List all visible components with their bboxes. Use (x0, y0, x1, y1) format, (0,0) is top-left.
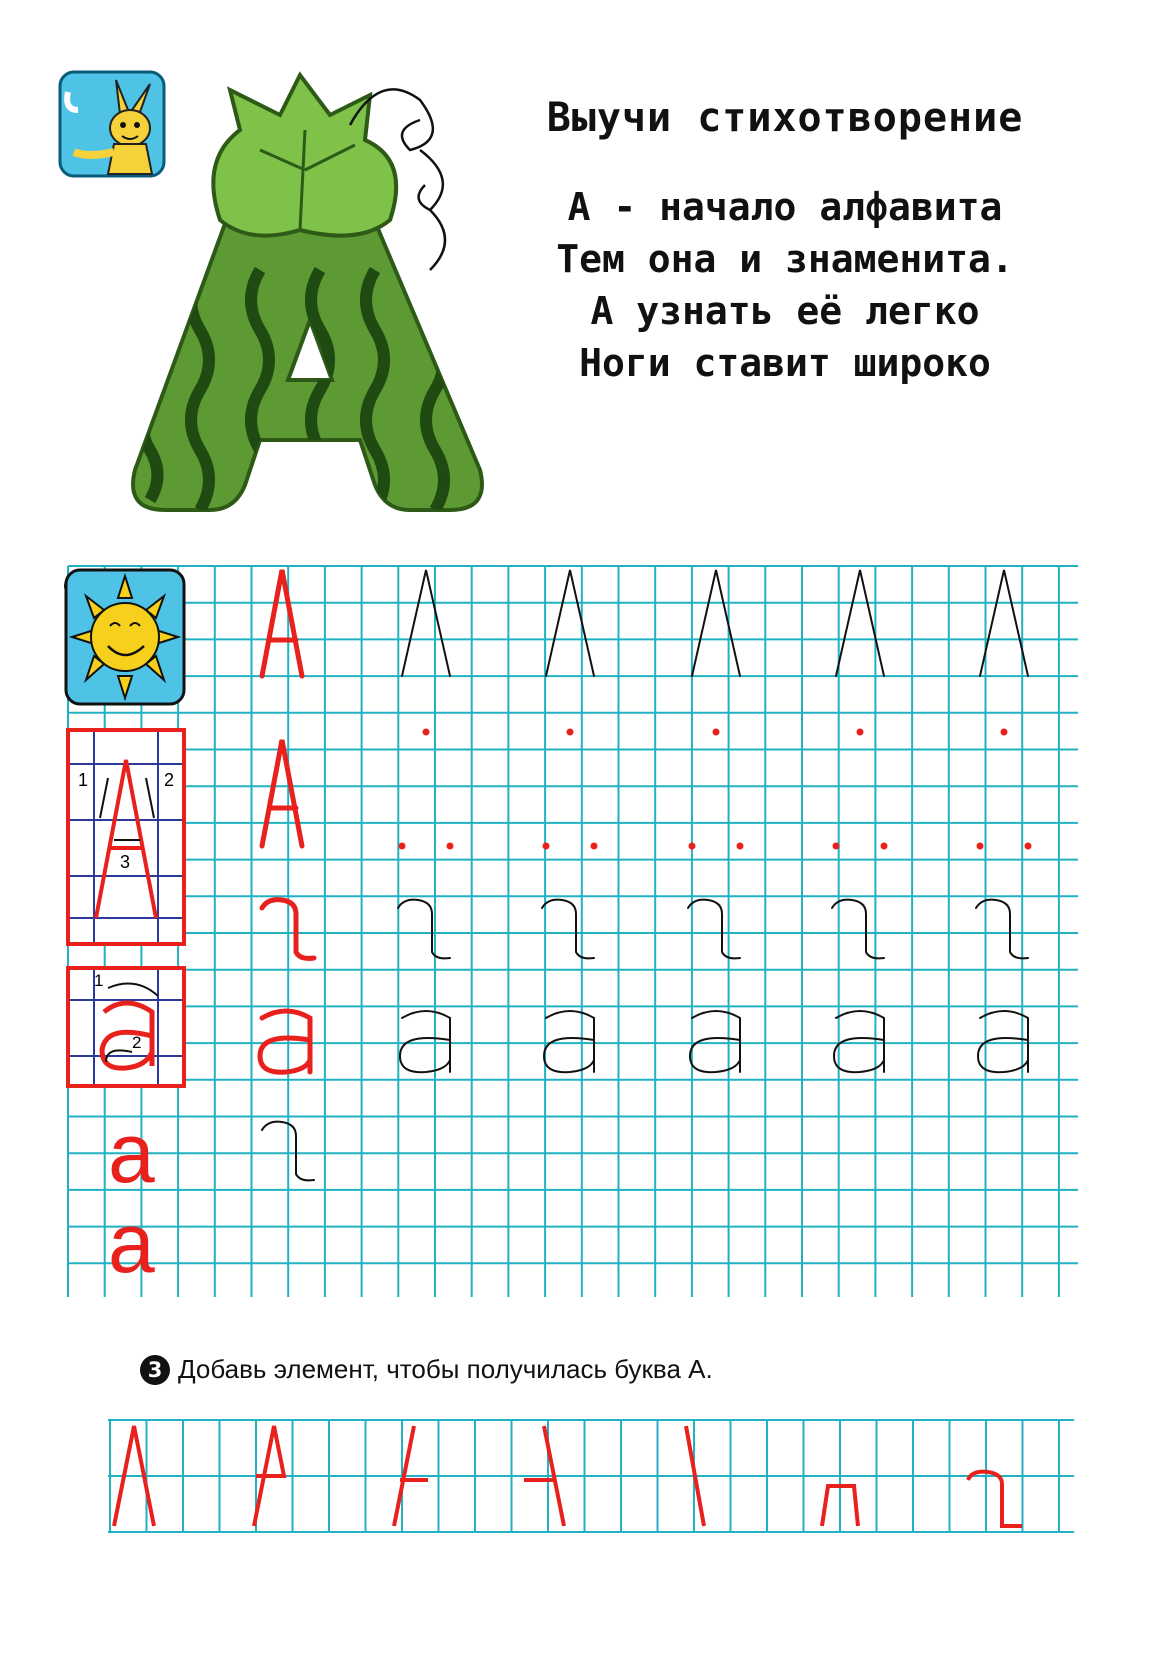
task-number-3: 3 (140, 1355, 170, 1385)
practice-hook (832, 900, 884, 959)
small-a-sample: а (108, 1196, 155, 1290)
capital-a-sample (262, 570, 302, 676)
guide-dot (689, 843, 696, 850)
guide-dot (1025, 843, 1032, 850)
practice-lambda (836, 570, 884, 676)
small-a-sample (260, 1011, 310, 1072)
practice-small-a (690, 1011, 740, 1072)
practice-small-a (834, 1011, 884, 1072)
practice-lambda (980, 570, 1028, 676)
guide-dot (737, 843, 744, 850)
hook-element-sample (262, 900, 314, 959)
add-element-strip (108, 1410, 1078, 1534)
poem-line: А узнать её легко (590, 289, 980, 333)
practice-small-a (544, 1011, 594, 1072)
practice-small-a (978, 1011, 1028, 1072)
guide-dot (399, 843, 406, 850)
practice-small-a (400, 1011, 450, 1072)
guide-dot (833, 843, 840, 850)
task-3-instruction: Добавь элемент, чтобы получилась буква А. (178, 1354, 713, 1384)
poem-line: Тем она и знаменита. (556, 237, 1014, 281)
poem-line: Ноги ставит широко (579, 341, 991, 385)
practice-lambda (692, 570, 740, 676)
poem-title: Выучи стихотворение (546, 95, 1024, 141)
capital-a-sample (262, 740, 302, 846)
stroke-number: 1 (94, 971, 104, 990)
stroke-number: 3 (120, 852, 131, 872)
small-a-sample: а (108, 1106, 155, 1200)
practice-hook (542, 900, 594, 959)
guide-dot (543, 843, 550, 850)
poem-line: А - начало алфавита (567, 185, 1003, 229)
guide-dot (591, 843, 598, 850)
guide-dot (567, 729, 574, 736)
practice-hook (976, 900, 1028, 959)
stroke-number: 1 (78, 770, 89, 790)
practice-hook (398, 900, 450, 959)
guide-dot (857, 729, 864, 736)
practice-lambda (546, 570, 594, 676)
practice-hook (262, 1122, 314, 1181)
practice-hook (688, 900, 740, 959)
practice-lambda (402, 570, 450, 676)
guide-dot (977, 843, 984, 850)
guide-dot (713, 729, 720, 736)
guide-dot (1001, 729, 1008, 736)
guide-dot (881, 843, 888, 850)
guide-dot (423, 729, 430, 736)
guide-dot (447, 843, 454, 850)
stroke-number: 2 (164, 770, 175, 790)
stroke-number: 2 (132, 1033, 142, 1052)
